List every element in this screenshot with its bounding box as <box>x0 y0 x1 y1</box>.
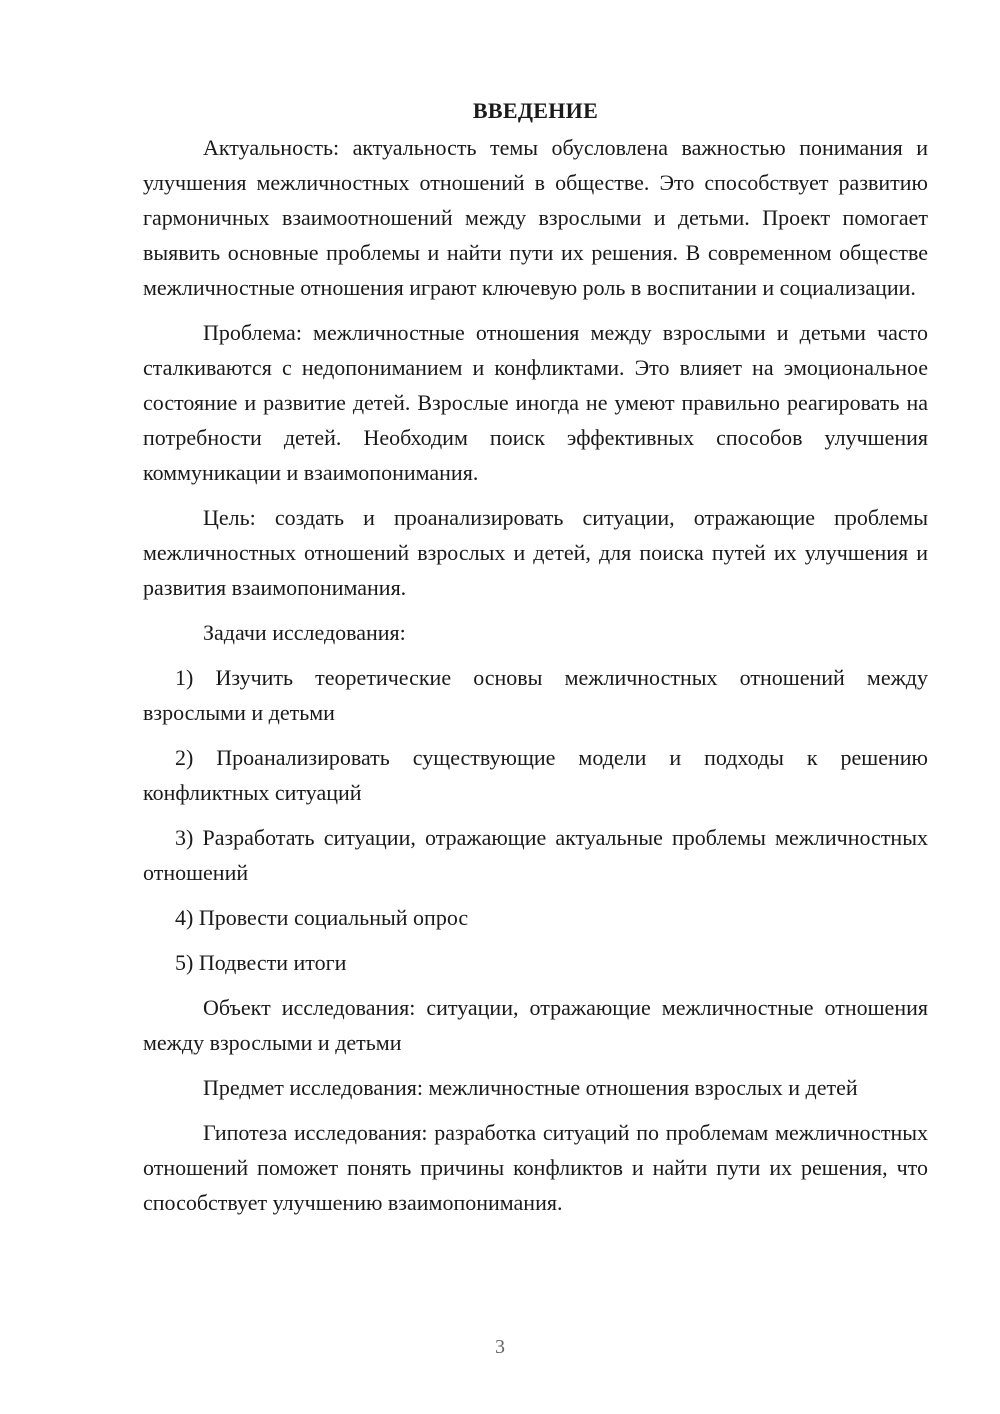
task-item-2: 2) Проанализировать существующие модели и подходы к решению конфликтных ситуаций <box>143 745 928 805</box>
tasks-heading: Задачи исследования: <box>203 620 406 645</box>
page-number: 3 <box>495 1336 505 1358</box>
document-page <box>143 96 928 1220</box>
paragraph-object: Объект исследования: ситуации, отражающие межличностные отношения между взрослыми и детьми <box>143 995 928 1055</box>
paragraph-relevance: Актуальность: актуальность темы обусловлена важностью понимания и улучшения межличностных отношений в обществе. Это способствует развитию гармоничных взаимоотношений между взрослыми и детьми. Проект помогает выявить основные проблемы и найти пути их решения. В современном обществе межличностные отношения играют ключевую роль в воспитании и социализации. <box>143 135 928 300</box>
task-item-1: 1) Изучить теоретические основы межличностных отношений между взрослыми и детьми <box>143 665 928 725</box>
task-item-3: 3) Разработать ситуации, отражающие актуальные проблемы межличностных отношений <box>143 825 928 885</box>
paragraph-goal: Цель: создать и проанализировать ситуации, отражающие проблемы межличностных отношений взрослых и детей, для поиска путей их улучшения и развития взаимопонимания. <box>143 505 928 600</box>
task-item-5: 5) Подвести итоги <box>175 950 347 975</box>
paragraph-hypothesis: Гипотеза исследования: разработка ситуаций по проблемам межличностных отношений поможет понять причины конфликтов и найти пути их решения, что способствует улучшению взаимопонимания. <box>143 1120 928 1215</box>
paragraph-subject: Предмет исследования: межличностные отношения взрослых и детей <box>203 1075 858 1100</box>
paragraph-problem: Проблема: межличностные отношения между взрослыми и детьми часто сталкиваются с недопониманием и конфликтами. Это влияет на эмоциональное состояние и развитие детей. Взрослые иногда не умеют правильно реагировать на потребности детей. Необходим поиск эффективных способов улучшения коммуникации и взаимопонимания. <box>143 320 928 485</box>
task-item-4: 4) Провести социальный опрос <box>175 905 469 930</box>
section-title: ВВЕДЕНИЕ <box>472 98 599 123</box>
